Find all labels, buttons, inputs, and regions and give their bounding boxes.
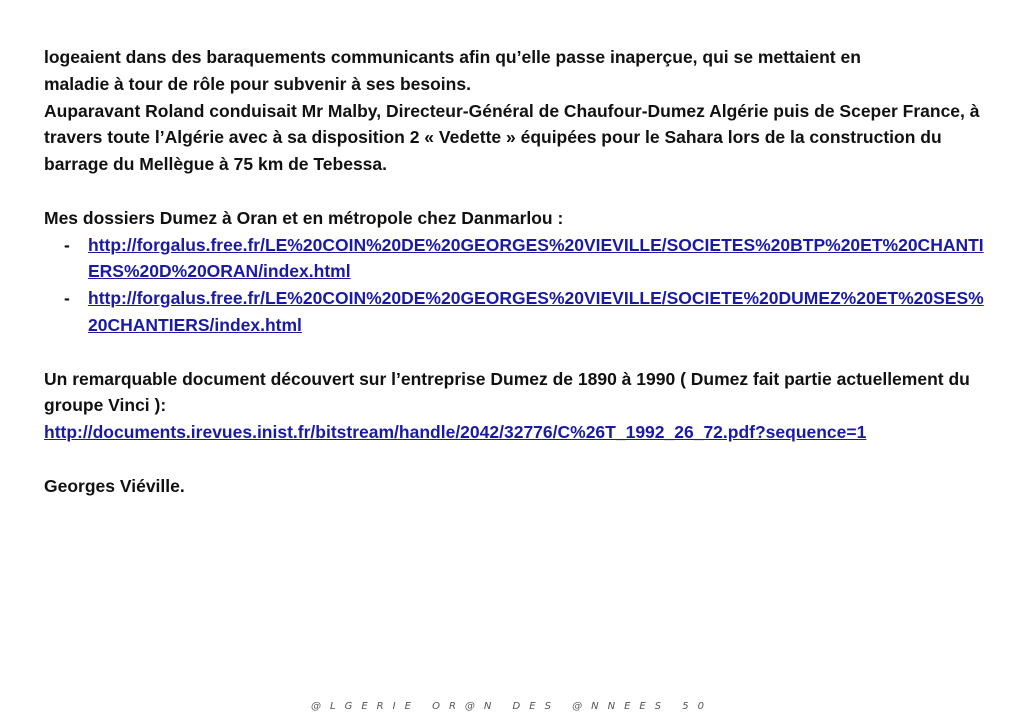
- spacer: [44, 178, 984, 205]
- list-item: [44, 285, 984, 339]
- paragraph-line: maladie à tour de rôle pour subvenir à ses besoins.: [44, 73, 471, 94]
- list-item: [44, 232, 984, 286]
- spacer: [44, 339, 984, 366]
- document-body: [44, 44, 984, 500]
- paragraph-line: logeaient dans des baraquements communicants afin qu’elle passe inaperçue, qui se mettaient en: [44, 47, 861, 67]
- list-dash: -: [64, 234, 70, 255]
- list-dash: -: [64, 288, 70, 309]
- page-footer: @LGERIE OR@N DES @NNEES 50: [311, 701, 713, 712]
- dossiers-heading: Mes dossiers Dumez à Oran et en métropole chez Danmarlou :: [44, 207, 564, 228]
- spacer: [44, 446, 984, 473]
- dossier-link-dumez[interactable]: http://forgalus.free.fr/LE%20COIN%20DE%20GEORGES%20VIEVILLE/SOCIETE%20DUMEZ%20ET%20SES%20CHANTIERS/index.html: [88, 288, 984, 335]
- dossier-link-list: [44, 232, 984, 339]
- document-intro: Un remarquable document découvert sur l’entreprise Dumez de 1890 à 1990 ( Dumez fait partie actuellement du groupe Vinci ):: [44, 368, 970, 416]
- paragraph-roland: Auparavant Roland conduisait Mr Malby, Directeur-Général de Chaufour-Dumez Algérie puis de Sceper France, à travers toute l’Algérie avec à sa disposition 2 « Vedette » équipées pour le Sahara lors de la construction du barrage du Mellègue à 75 km de Tebessa.: [44, 100, 980, 175]
- dossier-link-oran[interactable]: http://forgalus.free.fr/LE%20COIN%20DE%20GEORGES%20VIEVILLE/SOCIETES%20BTP%20ET%20CHANTIERS%20D%20ORAN/index.html: [88, 234, 984, 282]
- document-link-paragraph: [44, 419, 984, 446]
- signature: Georges Viéville.: [44, 475, 185, 496]
- document-pdf-link[interactable]: http://documents.irevues.inist.fr/bitstream/handle/2042/32776/C%26T_1992_26_72.pdf?sequence=1: [44, 422, 867, 443]
